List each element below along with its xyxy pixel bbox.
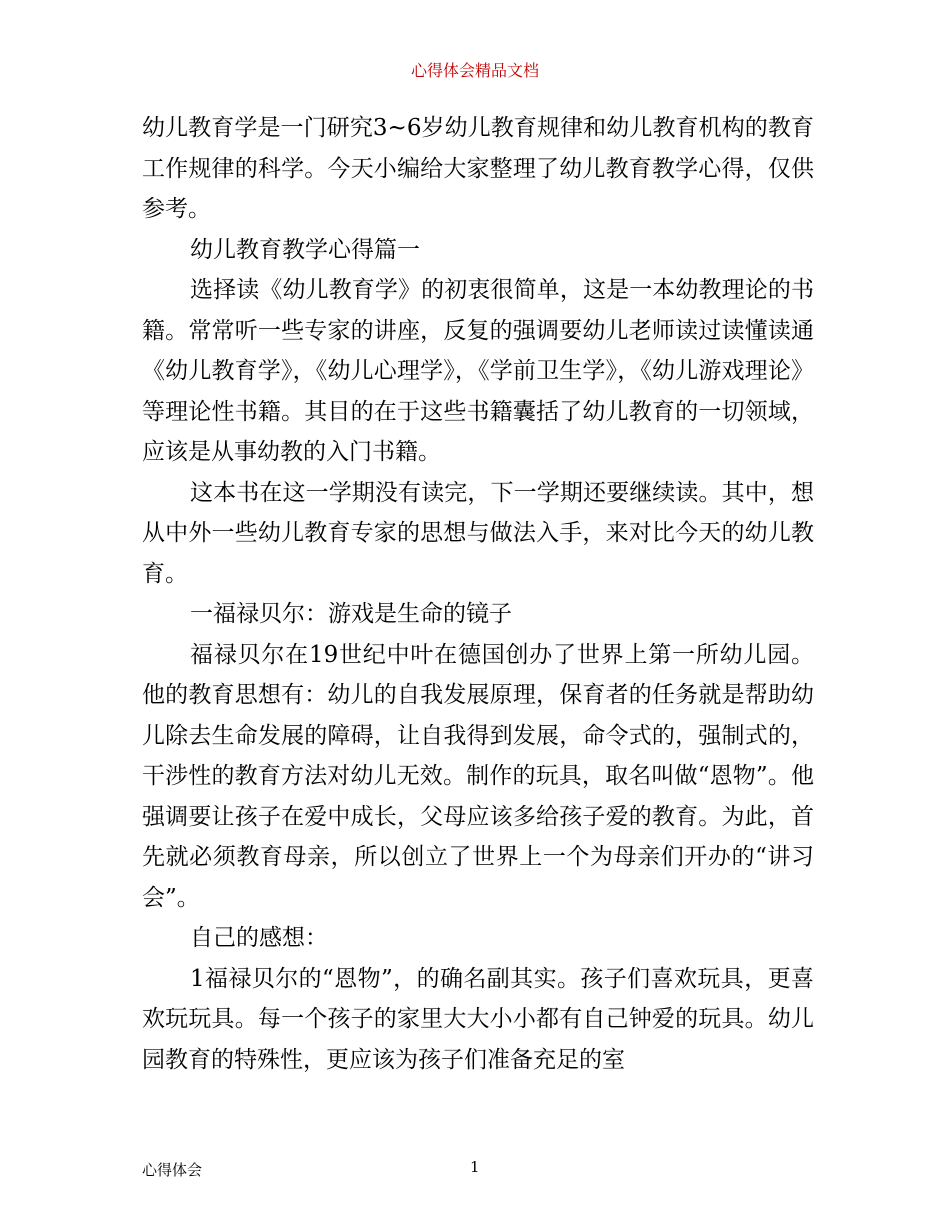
page-number: 1	[470, 1158, 480, 1176]
body-paragraph: 福禄贝尔在19世纪中叶在德国创办了世界上第一所幼儿园。他的教育思想有：幼儿的自我发展原理，保育者的任务就是帮助幼儿除去生命发展的障碍，让自我得到发展，命令式的，强制式的，干涉性的教育方法对幼儿无效。制作的玩具，取名叫做“恩物”。他强调要让孩子在爱中成长，父母应该多给孩子爱的教育。为此，首先就必须教育母亲，所以创立了世界上一个为母亲们开办的“讲习会”。	[142, 641, 814, 911]
document-header-title: 心得体会精品文档	[410, 61, 539, 80]
footer-label: 心得体会	[142, 1161, 203, 1179]
body-paragraph: 1福禄贝尔的“恩物”，的确名副其实。孩子们喜欢玩具，更喜欢玩玩具。每一个孩子的家里大大小小都有自己钟爱的玩具。幼儿园教育的特殊性，更应该为孩子们准备充足的室	[142, 965, 814, 1073]
section-heading: 幼儿教育教学心得篇一	[190, 236, 420, 263]
body-paragraph: 这本书在这一学期没有读完，下一学期还要继续读。其中，想从中外一些幼儿教育专家的思想与做法入手，来对比今天的幼儿教育。	[142, 479, 814, 587]
intro-paragraph: 幼儿教育学是一门研究3~6岁幼儿教育规律和幼儿教育机构的教育工作规律的科学。今天小编给大家整理了幼儿教育教学心得，仅供参考。	[142, 115, 814, 222]
body-paragraph: 选择读《幼儿教育学》的初衷很简单，这是一本幼教理论的书籍。常常听一些专家的讲座，反复的强调要幼儿老师读过读懂读通《幼儿教育学》，《幼儿心理学》，《学前卫生学》，《幼儿游戏理论》等理论性书籍。其目的在于这些书籍囊括了幼儿教育的一切领域，应该是从事幼教的入门书籍。	[142, 277, 814, 465]
document-body	[142, 108, 814, 1080]
subsection-heading: 一福禄贝尔：游戏是生命的镜子	[190, 601, 512, 627]
subsection-heading: 自己的感想：	[190, 925, 328, 951]
